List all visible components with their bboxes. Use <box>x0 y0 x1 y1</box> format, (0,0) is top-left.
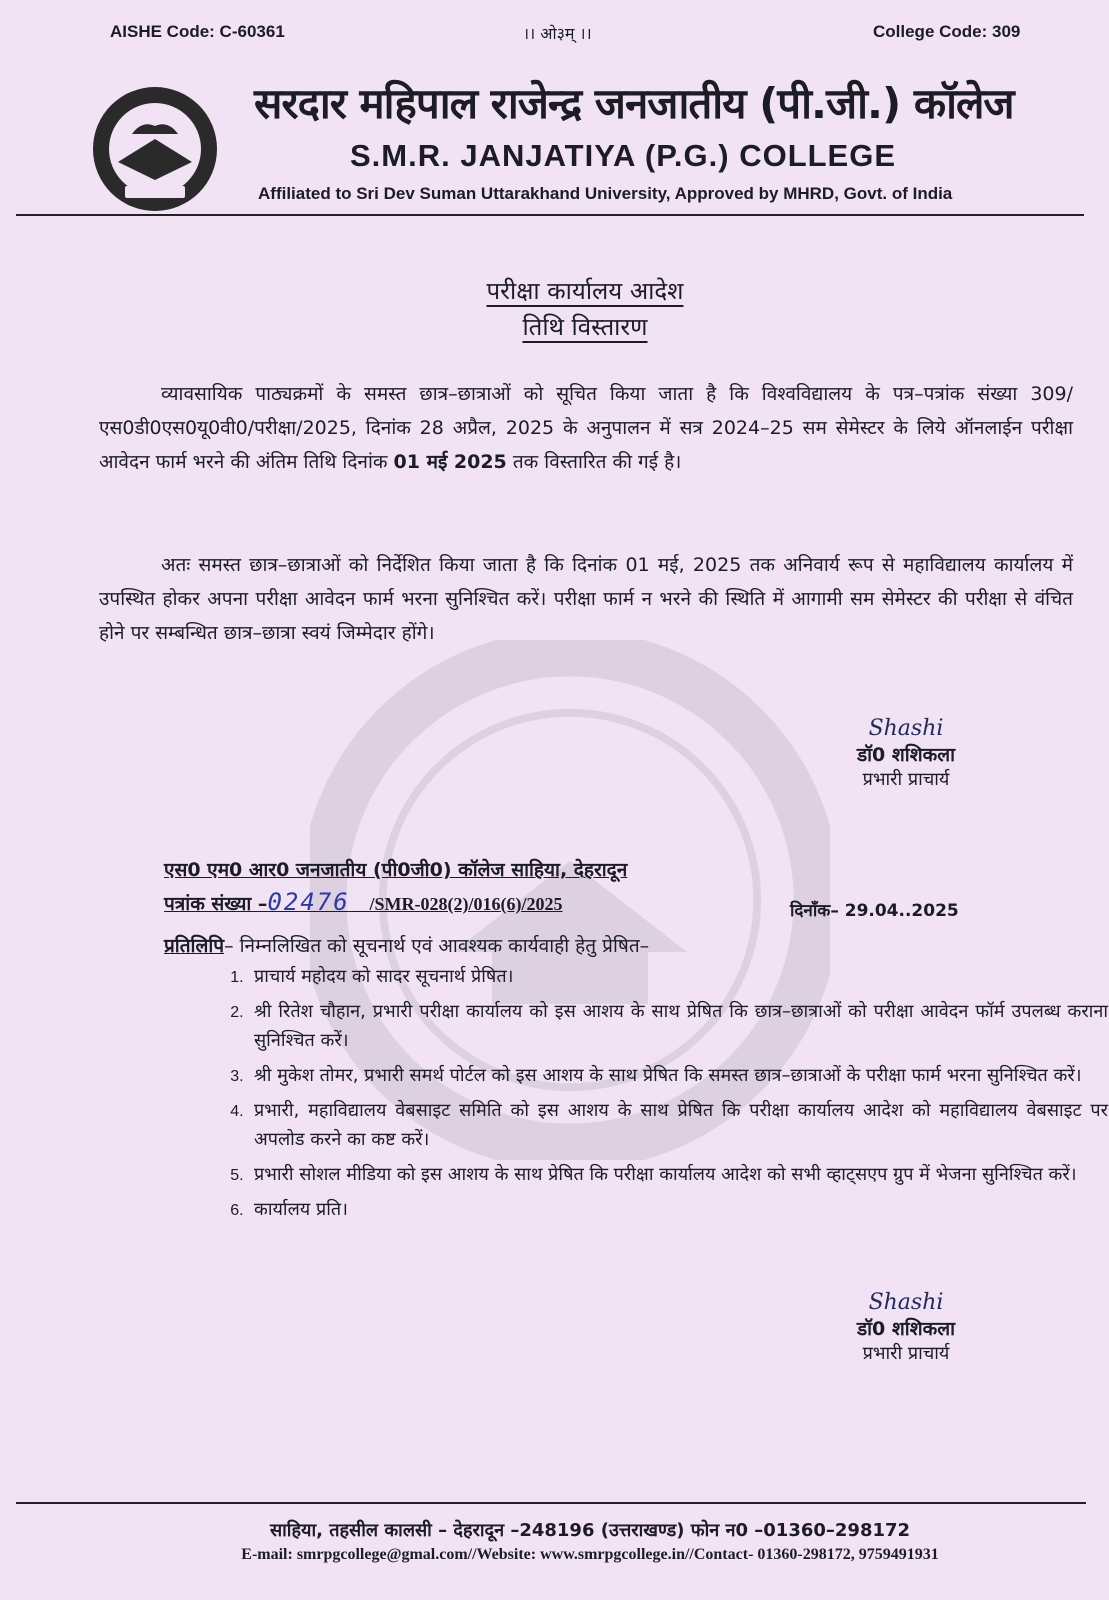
college-code: College Code: 309 <box>873 22 1021 41</box>
list-item: 5. प्रभारी सोशल मीडिया को इस आशय के साथ प्रेषित कि परीक्षा कार्यालय आदेश को सभी व्हाट्सएप ग्रुप में भेजना सुनिश्चित करें। <box>248 1160 1108 1189</box>
college-name-english: S.M.R. JANJATIYA (P.G.) COLLEGE <box>350 138 897 173</box>
signature: Shashi <box>868 1290 944 1315</box>
reference-date: दिनाँक– 29.04..2025 <box>790 901 959 921</box>
patrank-handwritten-number: 02476 <box>267 888 350 916</box>
signature: Shashi <box>868 716 944 741</box>
signatory-name: डॉ0 शशिकला <box>856 1318 956 1340</box>
patrank-line: पत्रांक संख्या –02476 /SMR-028(2)/016(6)/2025 <box>164 888 563 916</box>
college-name-hindi: सरदार महिपाल राजेन्द्र जनजातीय (पी.जी.) कॉलेज <box>254 79 1014 128</box>
list-item: 2. श्री रितेश चौहान, प्रभारी परीक्षा कार्यालय को इस आशय के साथ प्रेषित कि छात्र–छात्राओं को परीक्षा आवेदन फॉर्म उपलब्ध कराना सुनिश्चित करें। <box>248 997 1108 1055</box>
footer-divider <box>16 1502 1086 1504</box>
copy-to-line: प्रतिलिपि– निम्नलिखित को सूचनार्थ एवं आवश्यक कार्यवाही हेतु प्रेषित– <box>164 935 650 957</box>
order-heading: परीक्षा कार्यालय आदेश <box>486 277 684 305</box>
affiliation-text: Affiliated to Sri Dev Suman Uttarakhand University, Approved by MHRD, Govt. of India <box>258 184 953 203</box>
footer-contact: E-mail: smrpgcollege@gmal.com//Website: www.smrpgcollege.in//Contact- 01360-298172, 9759491931 <box>241 1546 939 1563</box>
header-divider <box>16 214 1084 216</box>
college-logo <box>80 84 230 214</box>
copy-recipient-list <box>214 962 1108 1230</box>
order-paragraph-1: व्यावसायिक पाठ्यक्रमों के समस्त छात्र–छात्राओं को सूचित किया जाता है कि विश्वविद्यालय के पत्र–पत्रांक संख्या 309/एस0डी0एस0यू0वी0/परीक्षा/2025, दिनांक 28 अप्रैल, 2025 के अनुपालन में सत्र 2024–25 सम सेमेस्टर के लिये ऑनलाईन परीक्षा आवेदन फार्म भरने की अंतिम तिथि दिनांक 01 मई 2025 तक विस्तारित की गई है। <box>99 383 1073 473</box>
signature-block-2 <box>826 1290 986 1365</box>
list-item: 1. प्राचार्य महोदय को सादर सूचनार्थ प्रेषित। <box>248 962 1108 991</box>
order-paragraph-2: अतः समस्त छात्र–छात्राओं को निर्देशित किया जाता है कि दिनांक 01 मई, 2025 तक अनिवार्य रूप से महाविद्यालय कार्यालय में उपस्थित होकर अपना परीक्षा आवेदन फार्म भरना सुनिश्चित करें। परीक्षा फार्म न भरने की स्थिति में आगामी सम सेमेस्टर की परीक्षा से वंचित होने पर सम्बन्धित छात्र–छात्रा स्वयं जिम्मेदार होंगे। <box>99 554 1073 644</box>
aishe-code: AISHE Code: C-60361 <box>110 22 285 41</box>
list-item: 6. कार्यालय प्रति। <box>248 1195 1108 1224</box>
footer-address: साहिया, तहसील कालसी – देहरादून –248196 (उत्तराखण्ड) फोन न0 –01360–298172 <box>269 1520 911 1541</box>
list-item: 3. श्री मुकेश तोमर, प्रभारी समर्थ पोर्टल को इस आशय के साथ प्रेषित कि समस्त छात्र–छात्राओं के परीक्षा फार्म भरना सुनिश्चित करें। <box>248 1061 1108 1090</box>
signatory-designation: प्रभारी प्राचार्य <box>862 769 950 790</box>
signature-block-1 <box>826 716 986 791</box>
list-item: 4. प्रभारी, महाविद्यालय वेबसाइट समिति को इस आशय के साथ प्रेषित कि परीक्षा कार्यालय आदेश को महाविद्यालय वेबसाइट पर अपलोड करने का कष्ट करें। <box>248 1096 1108 1154</box>
signatory-designation: प्रभारी प्राचार्य <box>862 1343 950 1364</box>
reference-college-line: एस0 एम0 आर0 जनजातीय (पी0जी0) कॉलेज साहिया, देहरादून <box>164 859 628 881</box>
order-subheading: तिथि विस्तारण <box>522 313 648 341</box>
om-symbol: ।। ओ३म् ।। <box>523 24 592 43</box>
signatory-name: डॉ0 शशिकला <box>856 744 956 766</box>
